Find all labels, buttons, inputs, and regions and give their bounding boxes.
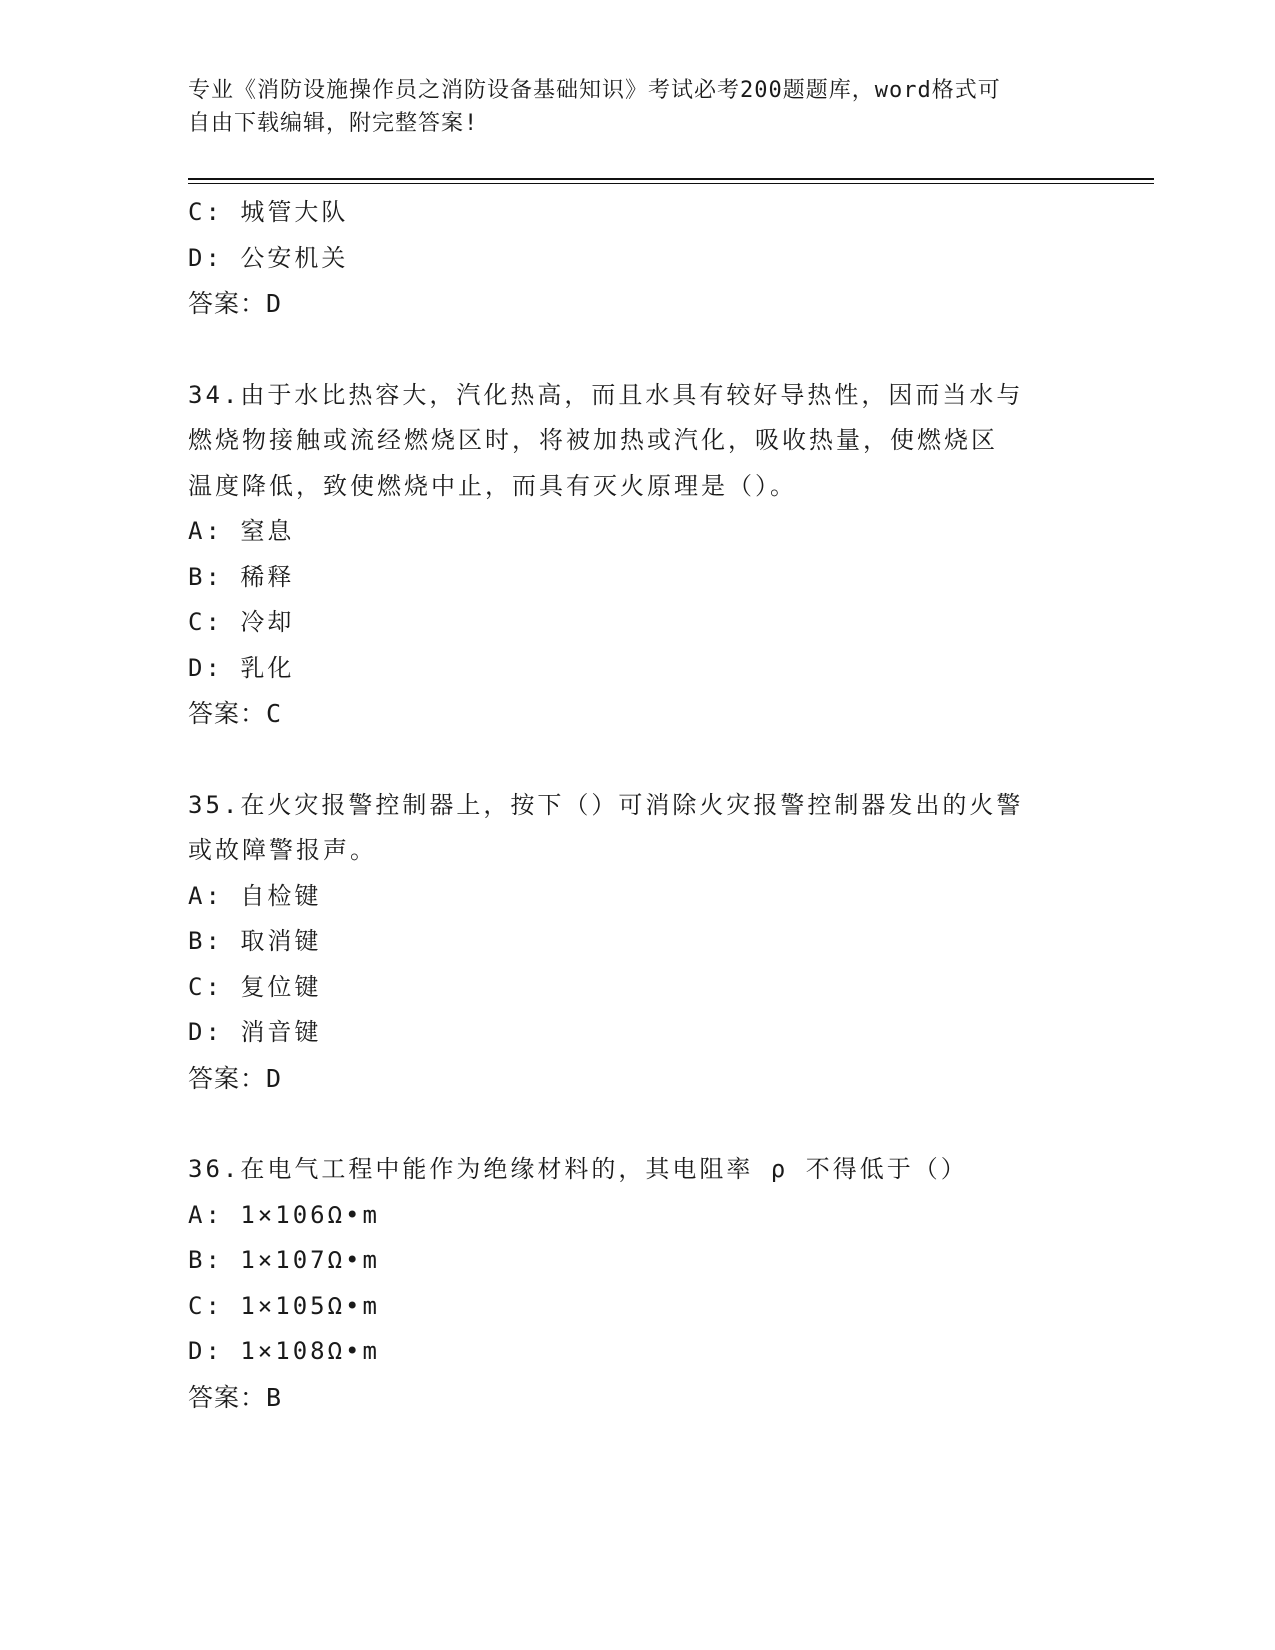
option-d: D: 消音键 [188, 1018, 322, 1046]
question-list [188, 190, 1088, 1420]
option-b: B: 取消键 [188, 927, 322, 955]
question-block-34 [188, 373, 1088, 737]
question-text-line: 34.由于水比热容大，汽化热高，而且水具有较好导热性，因而当水与 [188, 380, 1024, 409]
option-d: D: 乳化 [188, 653, 295, 682]
option-b: B: 稀释 [188, 562, 295, 591]
option-c: C: 复位键 [188, 972, 322, 1001]
option-a: A: 自检键 [188, 881, 322, 910]
header-line-1: 专业《消防设施操作员之消防设备基础知识》考试必考200题题库，word格式可 [188, 78, 1001, 103]
option-d: D: 1×108Ω•m [188, 1337, 380, 1365]
header-line-2: 自由下载编辑，附完整答案! [188, 111, 479, 136]
question-block-33-continued [188, 190, 1088, 327]
question-text-line: 36.在电气工程中能作为绝缘材料的，其电阻率 ρ 不得低于（） [188, 1155, 968, 1183]
spacer [188, 327, 1088, 373]
question-text-line: 35.在火灾报警控制器上，按下（）可消除火灾报警控制器发出的火警 [188, 790, 1024, 819]
header-rule-thin [188, 183, 1154, 184]
answer-line: 答案：B [188, 1382, 283, 1412]
question-text-line: 或故障警报声。 [188, 836, 377, 864]
spacer [188, 1101, 1088, 1147]
header-rule-thick [188, 178, 1154, 180]
option-c: C: 1×105Ω•m [188, 1291, 380, 1320]
option-c: C: 城管大队 [188, 198, 349, 226]
answer-line: 答案：D [188, 1063, 283, 1093]
option-a: A: 窒息 [188, 517, 295, 545]
option-c: C: 冷却 [188, 608, 295, 636]
option-a: A: 1×106Ω•m [188, 1200, 380, 1229]
option-d: D: 公安机关 [188, 243, 349, 272]
question-block-35 [188, 783, 1088, 1102]
spacer [188, 737, 1088, 783]
document-header [188, 74, 1088, 140]
answer-line: 答案：D [188, 289, 283, 318]
question-block-36 [188, 1147, 1088, 1420]
question-text-line: 温度降低，致使燃烧中止，而具有灭火原理是（）。 [188, 471, 797, 500]
question-text-line: 燃烧物接触或流经燃烧区时，将被加热或汽化，吸收热量，使燃烧区 [188, 426, 998, 454]
answer-line: 答案：C [188, 699, 283, 728]
option-b: B: 1×107Ω•m [188, 1246, 380, 1274]
